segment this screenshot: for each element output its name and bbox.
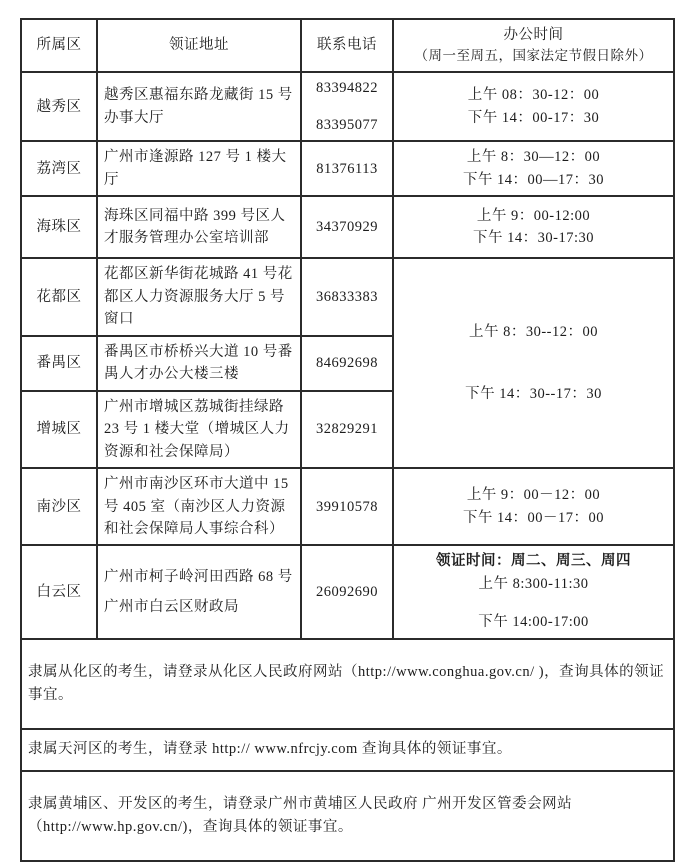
hours-cell: [393, 468, 674, 545]
table-row-haizhu: [21, 196, 674, 258]
address-cell: 花都区新华街花城路 41 号花都区人力资源服务大厅 5 号窗口: [97, 258, 301, 335]
hours-header-note: （周一至周五，国家法定节假日除外）: [414, 48, 653, 64]
phone-cell: 81376113: [301, 141, 393, 196]
table-row-yuexiu: [21, 72, 674, 141]
conghua-note: 隶属从化区的考生，请登录从化区人民政府网站（http://www.conghua.gov.cn/ )，查询具体的领证事宜。: [21, 639, 674, 729]
hours-am: 上午 8：30—12：00: [466, 149, 601, 166]
hours-cell: [393, 141, 674, 196]
address-cell: 海珠区同福中路 399 号区人才服务管理办公室培训部: [97, 196, 301, 258]
phone-cell: 39910578: [301, 468, 393, 545]
hours-am: 上午 9：00-12:00: [476, 207, 591, 224]
footer-row-huangpu: [21, 771, 674, 861]
address-cell: 番禺区市桥桥兴大道 10 号番禺人才办公大楼三楼: [97, 336, 301, 391]
phone-cell: 84692698: [301, 336, 393, 391]
address-cell: [97, 545, 301, 638]
hours-am: 上午 8：30--12：00: [468, 323, 599, 340]
address-line: 广州市白云区财政局: [104, 599, 239, 616]
table-row-liwan: [21, 141, 674, 196]
tianhe-note: 隶属天河区的考生，请登录 http:// www.nfrcjy.com 查询具体的领证事宜。: [21, 729, 674, 771]
hours-header-title: 办公时间: [503, 27, 564, 43]
phone-cell: 32829291: [301, 391, 393, 468]
address-cell: 广州市逢源路 127 号 1 楼大厅: [97, 141, 301, 196]
phone-cell: 34370929: [301, 196, 393, 258]
hours-pm: 下午 14:00-17:00: [478, 614, 589, 631]
col-header-address: 领证地址: [97, 19, 301, 72]
address-line: 广州市柯子岭河田西路 68 号: [104, 568, 293, 585]
district-cell: 荔湾区: [21, 141, 97, 196]
table-row-nansha: [21, 468, 674, 545]
hours-pm: 下午 14：00—17：30: [462, 171, 605, 188]
footer-row-conghua: [21, 639, 674, 729]
phone-cell: 36833383: [301, 258, 393, 335]
huangpu-note: 隶属黄埔区、开发区的考生，请登录广州市黄埔区人民政府 广州开发区管委会网站（http://www.hp.gov.cn/)，查询具体的领证事宜。: [21, 771, 674, 861]
collection-days-label: 领证时间：周二、周三、周四: [436, 553, 631, 570]
hours-pm: 下午 14：30-17:30: [473, 230, 594, 247]
phone-cell: [301, 72, 393, 141]
district-cell: 南沙区: [21, 468, 97, 545]
footer-row-tianhe: [21, 729, 674, 771]
district-cell: 海珠区: [21, 196, 97, 258]
hours-pm: 下午 14：30--17：30: [465, 386, 602, 403]
table-header-row: [21, 19, 674, 72]
hours-am: 上午 08：30-12：00: [467, 87, 600, 104]
hours-cell: [393, 545, 674, 638]
hours-cell: [393, 196, 674, 258]
hours-am: 上午 8:300-11:30: [478, 575, 589, 592]
hours-pm: 下午 14：00－17：00: [462, 509, 605, 526]
district-cell: 白云区: [21, 545, 97, 638]
district-cell: 花都区: [21, 258, 97, 335]
address-cell: 广州市南沙区环市大道中 15 号 405 室（南沙区人力资源和社会保障局人事综合科）: [97, 468, 301, 545]
hours-pm: 下午 14：00-17：30: [467, 109, 600, 126]
col-header-hours: [393, 19, 674, 72]
hours-am: 上午 9：00－12：00: [466, 487, 601, 504]
address-cell: 越秀区惠福东路龙藏街 15 号办事大厅: [97, 72, 301, 141]
phone-number: 83395077: [316, 116, 378, 133]
table-row-baiyun: [21, 545, 674, 638]
col-header-district: 所属区: [21, 19, 97, 72]
district-cell: 越秀区: [21, 72, 97, 141]
col-header-phone: 联系电话: [301, 19, 393, 72]
table-row-huadu: [21, 258, 674, 335]
phone-number: 83394822: [316, 80, 378, 97]
address-cell: 广州市增城区荔城街挂绿路 23 号 1 楼大堂（增城区人力资源和社会保障局）: [97, 391, 301, 468]
phone-cell: 26092690: [301, 545, 393, 638]
district-cell: 番禺区: [21, 336, 97, 391]
district-cell: 增城区: [21, 391, 97, 468]
hours-cell: [393, 72, 674, 141]
certificate-collection-table: [20, 18, 675, 862]
hours-cell-merged: [393, 258, 674, 468]
